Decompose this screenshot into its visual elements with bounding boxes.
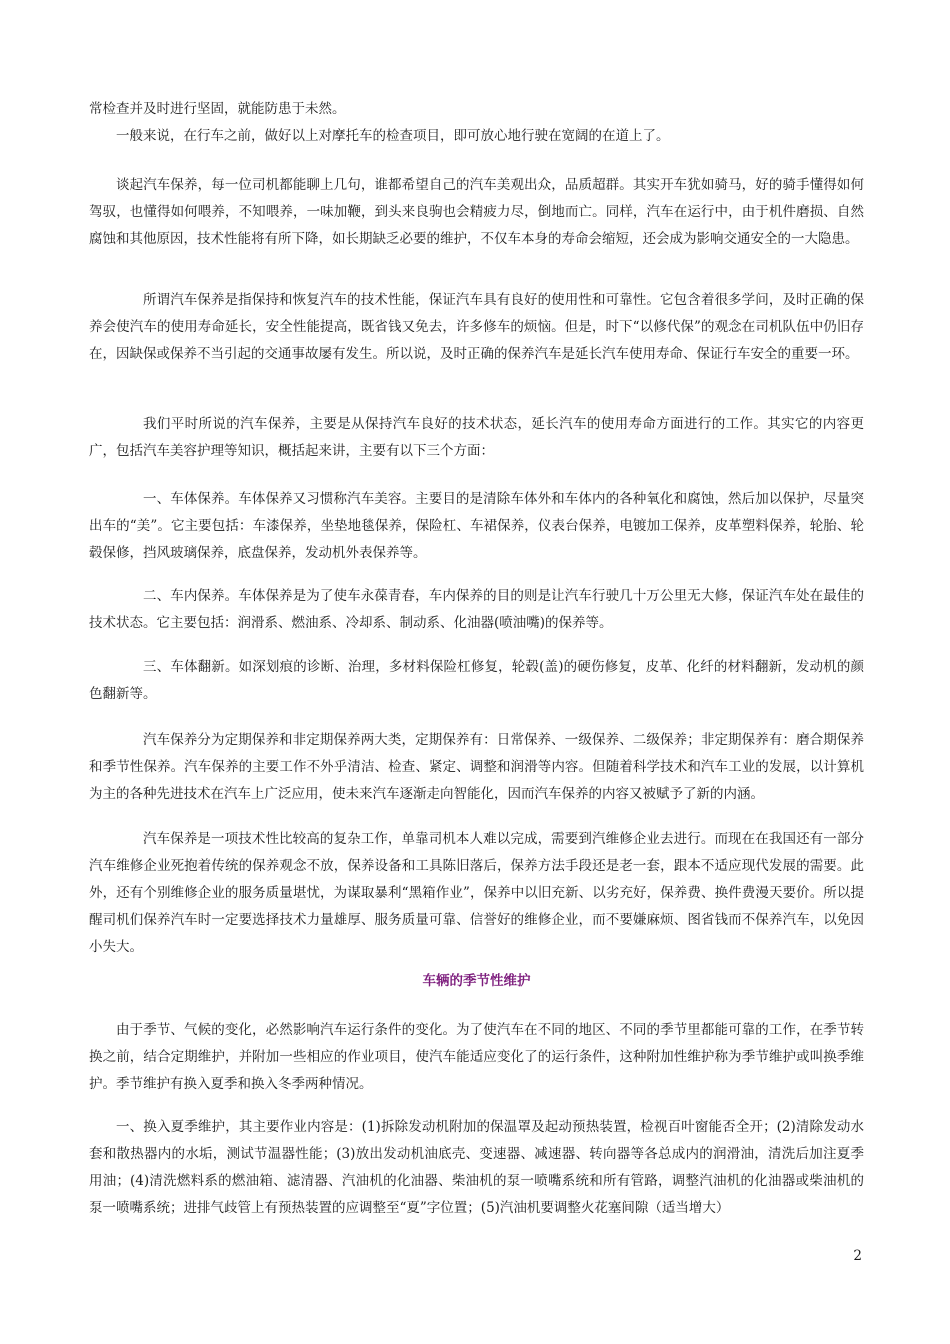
paragraph-10: 汽车保养是一项技术性比较高的复杂工作，单靠司机本人难以完成，需要到汽维修企业去进行。而现在在我国还有一部分汽车维修企业死抱着传统的保养观念不放，保养设备和工具陈旧落后，保养方法手段还是老一套，跟本不适应现代发展的需要。此外，还有个别维修企业的服务质量堪忧，为谋取暴利“黑箱作业”，保养中以旧充新、以劣充好，保养费、换件费漫天要价。所以提醒司机们保养汽车时一定要选择技术力量雄厚、服务质量可靠、信誉好的维修企业，而不要嫌麻烦、图省钱而不保养汽车，以免因小失大。 <box>89 831 864 955</box>
paragraph-11: 由于季节、气候的变化，必然影响汽车运行条件的变化。为了使汽车在不同的地区、不同的季节里都能可靠的工作，在季节转换之前，结合定期维护，并附加一些相应的作业项目，使汽车能适应变化了的运行条件，这种附加性维护称为季节维护或叫换季维护。季节维护有换入夏季和换入冬季两种情况。 <box>89 1022 864 1092</box>
paragraph-3: 谈起汽车保养，每一位司机都能聊上几句，谁都希望自己的汽车美观出众，品质超群。其实开车犹如骑马，好的骑手懂得如何驾驭，也懂得如何喂养，不知喂养，一味加鞭，到头来良驹也会精疲力尽，倒地而亡。同样，汽车在运行中，由于机件磨损、自然腐蚀和其他原因，技术性能将有所下降，如长期缺乏必要的维护，不仅车本身的寿命会缩短，还会成为影响交通安全的一大隐患。 <box>89 177 864 247</box>
paragraph-8: 三、车体翻新。如深划痕的诊断、治理，多材料保险杠修复，轮毂(盖)的硬伤修复，皮革、化纤的材料翻新，发动机的颜色翻新等。 <box>89 659 864 702</box>
paragraph-2: 一般来说，在行车之前，做好以上对摩托车的检查项目，即可放心地行驶在宽阔的在道上了。 <box>116 128 670 144</box>
paragraph-6: 一、车体保养。车体保养又习惯称汽车美容。主要目的是清除车体外和车体内的各种氧化和腐蚀，然后加以保护，尽量突出车的“美”。它主要包括：车漆保养，坐垫地毯保养，保险杠、车裙保养，仪表台保养，电镀加工保养，皮革塑料保养，轮胎、轮毂保修，挡风玻璃保养，底盘保养，发动机外表保养等。 <box>89 491 864 561</box>
paragraph-7: 二、车内保养。车体保养是为了使车永葆青春，车内保养的目的则是让汽车行驶几十万公里无大修，保证汽车处在最佳的技术状态。它主要包括：润滑系、燃油系、冷却系、制动系、化油器(喷油嘴)的保养等。 <box>89 588 864 631</box>
paragraph-4: 所谓汽车保养是指保持和恢复汽车的技术性能，保证汽车具有良好的使用性和可靠性。它包含着很多学问，及时正确的保养会使汽车的使用寿命延长，安全性能提高，既省钱又免去，许多修车的烦恼。但是，时下“以修代保”的观念在司机队伍中仍旧存在，因缺保或保养不当引起的交通事故屡有发生。所以说，及时正确的保养汽车是延长汽车使用寿命、保证行车安全的重要一环。 <box>89 292 864 362</box>
section-heading: 车辆的季节性维护 <box>422 973 531 989</box>
paragraph-12: 一、换入夏季维护，其主要作业内容是：(1)拆除发动机附加的保温罩及起动预热装置，检视百叶窗能否全开；(2)清除发动水套和散热器内的水垢，测试节温器性能；(3)放出发动机油底壳、变速器、减速器、转向器等各总成内的润滑油，清洗后加注夏季用油；(4)清洗燃料系的燃油箱、滤清器、汽油机的化油器、柴油机的泵一喷嘴系统和所有管路，调整汽油机的化油器或柴油机的泵一喷嘴系统；进排气歧管上有预热装置的应调整至“夏”字位置；(5)汽油机要调整火花塞间隙（适当增大） <box>89 1119 864 1216</box>
paragraph-5: 我们平时所说的汽车保养，主要是从保持汽车良好的技术状态，延长汽车的使用寿命方面进行的工作。其实它的内容更广，包括汽车美容护理等知识，概括起来讲，主要有以下三个方面： <box>89 416 864 459</box>
paragraph-1: 常检查并及时进行坚固，就能防患于未然。 <box>89 101 346 117</box>
paragraph-9: 汽车保养分为定期保养和非定期保养两大类，定期保养有：日常保养、一级保养、二级保养；非定期保养有：磨合期保养和季节性保养。汽车保养的主要工作不外乎清洁、检查、紧定、调整和润滑等内容。但随着科学技术和汽车工业的发展，以计算机为主的各种先进技术在汽车上广泛应用，使未来汽车逐渐走向智能化，因而汽车保养的内容又被赋予了新的内涵。 <box>89 732 864 802</box>
page-number: 2 <box>853 1248 862 1264</box>
